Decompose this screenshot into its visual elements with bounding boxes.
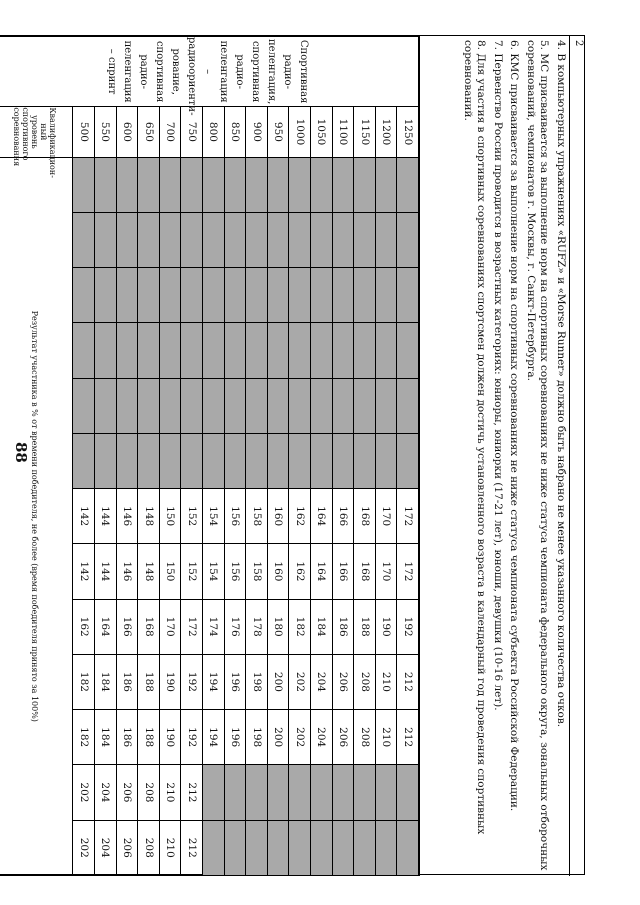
value-cell (203, 820, 225, 875)
value-cell: 202 (73, 765, 95, 820)
value-cell (375, 820, 397, 875)
value-cell: 200 (267, 710, 289, 765)
value-cell (311, 378, 333, 433)
value-cell: 186 (332, 599, 354, 654)
value-cell (181, 433, 203, 488)
value-cell (289, 765, 311, 820)
value-cell: 204 (311, 654, 333, 709)
value-cell (159, 157, 181, 212)
value-cell (354, 323, 376, 378)
table-row (311, 37, 333, 876)
header-row (0, 37, 73, 876)
value-cell: 168 (138, 599, 160, 654)
value-cell (73, 433, 95, 488)
value-cell (311, 433, 333, 488)
value-cell: 190 (159, 710, 181, 765)
value-cell (267, 820, 289, 875)
value-cell: 212 (181, 765, 203, 820)
value-cell (203, 157, 225, 212)
value-cell: 174 (203, 599, 225, 654)
value-cell (267, 268, 289, 323)
table-row (203, 37, 225, 876)
value-cell (332, 157, 354, 212)
value-cell: 194 (203, 710, 225, 765)
value-cell (375, 433, 397, 488)
value-cell (95, 323, 117, 378)
page-number: 88 (12, 442, 30, 463)
value-cell: 154 (203, 544, 225, 599)
value-cell: 170 (159, 599, 181, 654)
value-cell: 186 (116, 710, 138, 765)
value-cell (138, 268, 160, 323)
value-cell (332, 765, 354, 820)
value-cell: 206 (116, 765, 138, 820)
level-cell: 1100 (332, 107, 354, 157)
table-row (375, 37, 397, 876)
value-cell: 210 (159, 820, 181, 875)
value-cell (311, 323, 333, 378)
norms-table (0, 36, 419, 876)
value-cell: 180 (267, 599, 289, 654)
value-cell (224, 157, 246, 212)
value-cell: 156 (224, 544, 246, 599)
value-cell: 202 (289, 710, 311, 765)
value-cell: 176 (224, 599, 246, 654)
value-cell: 204 (95, 765, 117, 820)
value-cell: 162 (289, 544, 311, 599)
value-cell (246, 820, 268, 875)
value-cell (181, 323, 203, 378)
value-cell (138, 323, 160, 378)
table-row (246, 37, 268, 876)
value-cell (159, 268, 181, 323)
value-cell (267, 433, 289, 488)
value-cell: 178 (246, 599, 268, 654)
result-header: Результат участника в % от времени победителя, не более (время победителя принято за 100%) (0, 157, 73, 875)
value-cell: 206 (116, 820, 138, 875)
table-row (332, 37, 354, 876)
value-cell (224, 212, 246, 267)
value-cell: 208 (354, 654, 376, 709)
notes-block (419, 36, 569, 876)
value-cell (311, 820, 333, 875)
value-cell: 182 (289, 599, 311, 654)
value-cell: 150 (159, 544, 181, 599)
value-cell (224, 378, 246, 433)
value-cell: 196 (224, 654, 246, 709)
value-cell (246, 378, 268, 433)
value-cell (354, 157, 376, 212)
value-cell (116, 157, 138, 212)
value-cell (332, 378, 354, 433)
value-cell (332, 268, 354, 323)
value-cell: 162 (73, 599, 95, 654)
value-cell: 182 (73, 654, 95, 709)
value-cell: 192 (181, 710, 203, 765)
value-cell (289, 212, 311, 267)
value-cell (224, 820, 246, 875)
value-cell: 148 (138, 544, 160, 599)
table-row (224, 37, 246, 876)
value-cell (332, 323, 354, 378)
value-cell (375, 765, 397, 820)
value-cell: 204 (311, 710, 333, 765)
value-cell (73, 268, 95, 323)
value-cell: 182 (73, 710, 95, 765)
value-cell: 156 (224, 489, 246, 544)
value-cell (246, 765, 268, 820)
value-cell: 150 (159, 489, 181, 544)
value-cell: 208 (138, 765, 160, 820)
value-cell (181, 378, 203, 433)
value-cell: 192 (397, 599, 419, 654)
rotated-document (0, 35, 585, 875)
note-item: 6. КМС присваивается за выполнение норм на спортивных соревнованиях не ниже статуса чемпионата субъекта Российской Федерации. (508, 40, 521, 812)
value-cell: 206 (332, 710, 354, 765)
value-cell: 186 (116, 654, 138, 709)
value-cell: 152 (181, 544, 203, 599)
value-cell: 146 (116, 544, 138, 599)
value-cell (267, 765, 289, 820)
value-cell (224, 765, 246, 820)
value-cell (332, 433, 354, 488)
value-cell (289, 157, 311, 212)
value-cell: 184 (95, 654, 117, 709)
value-cell: 198 (246, 654, 268, 709)
value-cell (289, 820, 311, 875)
value-cell (203, 433, 225, 488)
value-cell: 200 (267, 654, 289, 709)
level-cell: 850 (224, 107, 246, 157)
table-row (159, 37, 181, 876)
value-cell: 196 (224, 710, 246, 765)
table-row (267, 37, 289, 876)
value-cell (159, 323, 181, 378)
value-cell: 190 (375, 599, 397, 654)
value-cell (203, 323, 225, 378)
value-cell (159, 378, 181, 433)
value-cell (246, 212, 268, 267)
value-cell (246, 433, 268, 488)
value-cell (181, 157, 203, 212)
value-cell: 144 (95, 489, 117, 544)
value-cell: 206 (332, 654, 354, 709)
value-cell (116, 268, 138, 323)
table-row (138, 37, 160, 876)
table-row (73, 37, 95, 876)
level-cell: 950 (267, 107, 289, 157)
level-cell: 900 (246, 107, 268, 157)
value-cell (332, 212, 354, 267)
value-cell: 166 (332, 489, 354, 544)
value-cell (397, 323, 419, 378)
value-cell (375, 323, 397, 378)
value-cell: 184 (311, 599, 333, 654)
value-cell (354, 765, 376, 820)
level-cell: 650 (138, 107, 160, 157)
table-row (354, 37, 376, 876)
value-cell: 164 (95, 599, 117, 654)
value-cell: 190 (159, 654, 181, 709)
value-cell (116, 323, 138, 378)
level-cell: 1000 (289, 107, 311, 157)
note-item: 8. Для участия в спортивных соревнованиях спортсмен должен достичь установленного возраста в календарный год проведения спортивных соревнований. (462, 40, 488, 835)
value-cell (224, 433, 246, 488)
value-cell: 162 (289, 489, 311, 544)
value-cell (397, 765, 419, 820)
value-cell: 170 (375, 489, 397, 544)
value-cell (159, 433, 181, 488)
level-cell: 500 (73, 107, 95, 157)
value-cell: 152 (181, 489, 203, 544)
value-cell: 208 (138, 820, 160, 875)
value-cell: 202 (289, 654, 311, 709)
value-cell (246, 268, 268, 323)
value-cell (375, 157, 397, 212)
value-cell (289, 433, 311, 488)
table-row (95, 37, 117, 876)
value-cell: 164 (311, 489, 333, 544)
value-cell (267, 378, 289, 433)
value-cell (224, 268, 246, 323)
level-cell: 600 (116, 107, 138, 157)
value-cell (354, 378, 376, 433)
value-cell (138, 378, 160, 433)
value-cell (332, 820, 354, 875)
value-cell (354, 268, 376, 323)
value-cell: 172 (397, 544, 419, 599)
value-cell (203, 378, 225, 433)
value-cell (354, 820, 376, 875)
value-cell (181, 268, 203, 323)
value-cell (289, 378, 311, 433)
value-cell (181, 212, 203, 267)
value-cell: 170 (375, 544, 397, 599)
value-cell: 172 (181, 599, 203, 654)
value-cell: 148 (138, 489, 160, 544)
note-item: 4. В компьютерных упражнениях «RUFZ» и «Morse Runner» должно быть набрано не менее указанного количества очков. (555, 40, 567, 728)
value-cell: 144 (95, 544, 117, 599)
value-cell (95, 433, 117, 488)
value-cell: 208 (354, 710, 376, 765)
value-cell: 198 (246, 710, 268, 765)
value-cell: 166 (116, 599, 138, 654)
value-cell: 210 (375, 710, 397, 765)
value-cell (375, 268, 397, 323)
value-cell: 158 (246, 489, 268, 544)
table-row (289, 37, 311, 876)
value-cell (73, 323, 95, 378)
value-cell: 202 (73, 820, 95, 875)
value-cell (311, 212, 333, 267)
discipline-cell: Спортивная радио-пеленгация, спортивная радио-пеленгация – радиоориенти-рование, спортивная радио-пеленгация – спринт (0, 37, 419, 107)
value-cell (116, 433, 138, 488)
value-cell (95, 212, 117, 267)
value-cell: 212 (397, 710, 419, 765)
level-cell: 1200 (375, 107, 397, 157)
value-cell (95, 268, 117, 323)
level-cell: 1150 (354, 107, 376, 157)
value-cell: 166 (332, 544, 354, 599)
value-cell (397, 820, 419, 875)
value-cell: 204 (95, 820, 117, 875)
level-cell: 700 (159, 107, 181, 157)
value-cell (138, 157, 160, 212)
note-item: 5. МС присваивается за выполнение норм на спортивных соревнованиях не ниже статуса чемпионата федерального округа, зональных отборочных соревнований, чемпионатов г. Москвы, г. Санкт-Петербурга. (525, 40, 551, 871)
value-cell (267, 323, 289, 378)
table-row (116, 37, 138, 876)
value-cell: 188 (354, 599, 376, 654)
value-cell: 154 (203, 489, 225, 544)
value-cell: 158 (246, 544, 268, 599)
value-cell (354, 212, 376, 267)
value-cell (375, 378, 397, 433)
value-cell (397, 433, 419, 488)
value-cell (203, 212, 225, 267)
value-cell (159, 212, 181, 267)
value-cell (289, 268, 311, 323)
value-cell (311, 157, 333, 212)
value-cell: 194 (203, 654, 225, 709)
value-cell (203, 765, 225, 820)
level-cell: 800 (203, 107, 225, 157)
value-cell (138, 433, 160, 488)
value-cell (267, 157, 289, 212)
value-cell: 164 (311, 544, 333, 599)
value-cell (73, 212, 95, 267)
level-header: Квалификацион-ный уровень спортивного соревнования (0, 107, 73, 157)
value-cell (73, 378, 95, 433)
value-cell (224, 323, 246, 378)
value-cell (397, 157, 419, 212)
document-frame (0, 35, 585, 875)
value-cell: 210 (159, 765, 181, 820)
value-cell (73, 157, 95, 212)
value-cell (116, 212, 138, 267)
value-cell: 142 (73, 489, 95, 544)
level-cell: 1050 (311, 107, 333, 157)
value-cell: 184 (95, 710, 117, 765)
note-item: 7. Первенство России проводится в возрастных категориях: юниоры, юниорки (17-21 лет), юноши, девушки (10-16 лет). (492, 40, 504, 711)
value-cell (354, 433, 376, 488)
value-cell: 160 (267, 489, 289, 544)
value-cell (138, 212, 160, 267)
value-cell: 142 (73, 544, 95, 599)
value-cell: 212 (397, 654, 419, 709)
value-cell: 168 (354, 544, 376, 599)
table-row (181, 37, 203, 876)
value-cell (246, 323, 268, 378)
value-cell: 172 (397, 489, 419, 544)
table-row (397, 37, 419, 876)
value-cell (267, 212, 289, 267)
value-cell: 188 (138, 710, 160, 765)
value-cell (311, 268, 333, 323)
level-cell: 750 (181, 107, 203, 157)
value-cell: 168 (354, 489, 376, 544)
value-cell (397, 268, 419, 323)
value-cell (375, 212, 397, 267)
value-cell (95, 378, 117, 433)
value-cell (246, 157, 268, 212)
value-cell: 212 (181, 820, 203, 875)
section-number: 2 (569, 36, 584, 876)
value-cell (397, 212, 419, 267)
value-cell (289, 323, 311, 378)
value-cell: 188 (138, 654, 160, 709)
level-cell: 1250 (397, 107, 419, 157)
value-cell (95, 157, 117, 212)
value-cell (397, 378, 419, 433)
value-cell: 192 (181, 654, 203, 709)
level-cell: 550 (95, 107, 117, 157)
value-cell: 160 (267, 544, 289, 599)
value-cell: 210 (375, 654, 397, 709)
value-cell (203, 268, 225, 323)
value-cell (311, 765, 333, 820)
value-cell: 146 (116, 489, 138, 544)
value-cell (116, 378, 138, 433)
